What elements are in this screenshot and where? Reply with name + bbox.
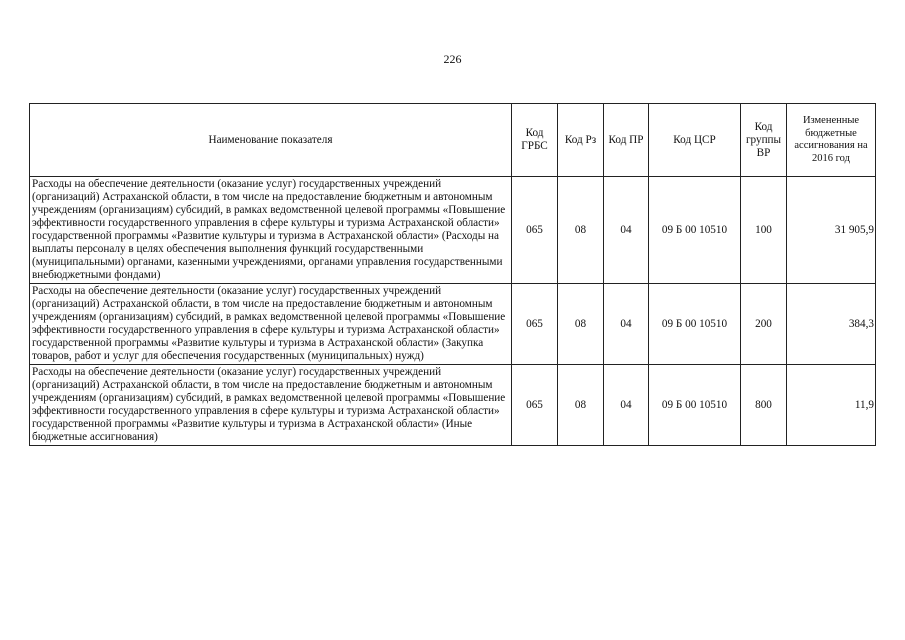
row-csr: 09 Б 00 10510 — [649, 365, 741, 446]
table-header-row — [30, 104, 876, 177]
row-name: Расходы на обеспечение деятельности (оказание услуг) государственных учреждений (организаций) Астраханской области, в том числе на предоставление бюджетным и автономным учреждениям (организациям) субсидий, в рамках ведомственной целевой программы «Повышение эффективности государственного управления в сфере культуры и туризма Астраханской области» государственной программы «Развитие культуры и туризма в Астраханской области» (Закупка товаров, работ и услуг для обеспечения государственных (муниципальных) нужд) — [30, 284, 512, 365]
row-grbs: 065 — [512, 177, 558, 284]
row-vr: 100 — [741, 177, 787, 284]
row-amount: 384,3 — [787, 284, 876, 365]
row-pr: 04 — [604, 177, 649, 284]
row-csr: 09 Б 00 10510 — [649, 177, 741, 284]
row-csr: 09 Б 00 10510 — [649, 284, 741, 365]
row-amount: 31 905,9 — [787, 177, 876, 284]
row-name: Расходы на обеспечение деятельности (оказание услуг) государственных учреждений (организаций) Астраханской области, в том числе на предоставление бюджетным и автономным учреждениям (организациям) субсидий, в рамках ведомственной целевой программы «Повышение эффективности государственного управления в сфере культуры и туризма Астраханской области» государственной программы «Развитие культуры и туризма в Астраханской области» (Расходы на выплаты персоналу в целях обеспечения выполнения функций государственными (муниципальными) органами, казенными учреждениями, органами управления государственными внебюджетными фондами) — [30, 177, 512, 284]
header-pr: Код ПР — [604, 104, 649, 177]
table-row — [30, 177, 876, 284]
header-amount: Измененные бюджетные ассигнования на 2016 год — [787, 104, 876, 177]
header-rz: Код Рз — [558, 104, 604, 177]
row-rz: 08 — [558, 177, 604, 284]
header-name: Наименование показателя — [30, 104, 512, 177]
budget-table — [29, 103, 876, 446]
table-row — [30, 284, 876, 365]
row-rz: 08 — [558, 365, 604, 446]
row-vr: 200 — [741, 284, 787, 365]
row-pr: 04 — [604, 365, 649, 446]
row-amount: 11,9 — [787, 365, 876, 446]
row-pr: 04 — [604, 284, 649, 365]
row-grbs: 065 — [512, 365, 558, 446]
row-grbs: 065 — [512, 284, 558, 365]
header-csr: Код ЦСР — [649, 104, 741, 177]
header-grbs: Код ГРБС — [512, 104, 558, 177]
table-row — [30, 365, 876, 446]
row-name: Расходы на обеспечение деятельности (оказание услуг) государственных учреждений (организаций) Астраханской области, в том числе на предоставление бюджетным и автономным учреждениям (организациям) субсидий, в рамках ведомственной целевой программы «Повышение эффективности государственного управления в сфере культуры и туризма Астраханской области» государственной программы «Развитие культуры и туризма в Астраханской области» (Иные бюджетные ассигнования) — [30, 365, 512, 446]
header-vr: Код группы ВР — [741, 104, 787, 177]
row-rz: 08 — [558, 284, 604, 365]
row-vr: 800 — [741, 365, 787, 446]
page-number: 226 — [443, 52, 462, 66]
